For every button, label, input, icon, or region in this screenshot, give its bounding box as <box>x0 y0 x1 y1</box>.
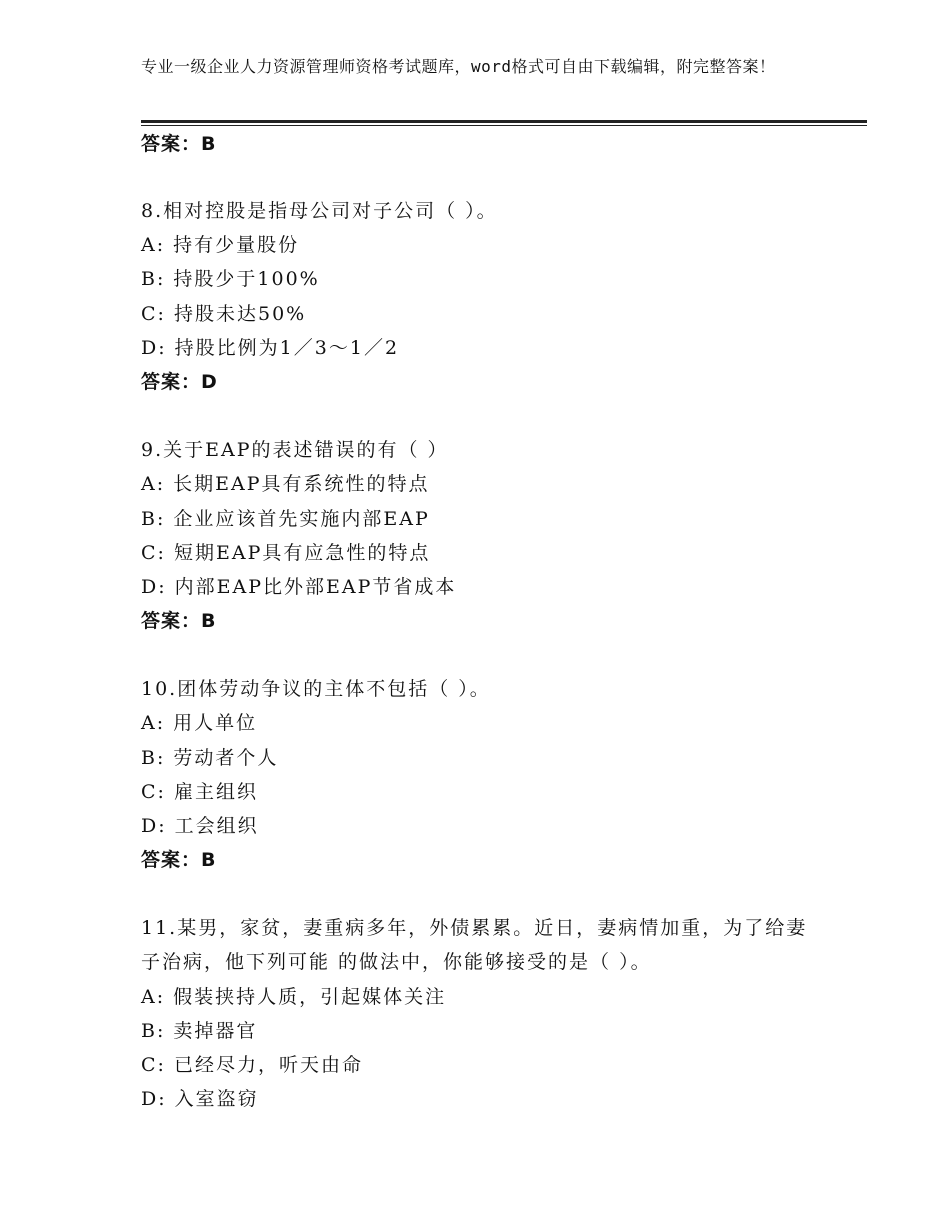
question-11-stem: 11.某男，家贫，妻重病多年，外债累累。近日，妻病情加重，为了给妻子治病，他下列可能 的做法中，你能够接受的是（ ）。 <box>141 917 808 973</box>
answer-q8: 答案：D <box>141 371 218 393</box>
question-10-option-d: D: 工会组织 <box>141 815 259 837</box>
question-8-stem: 8.相对控股是指母公司对子公司（ ）。 <box>141 200 498 222</box>
question-9-option-c: C: 短期EAP具有应急性的特点 <box>141 542 431 564</box>
question-10-option-a: A: 用人单位 <box>141 712 258 734</box>
question-8-option-b: B: 持股少于100% <box>141 268 320 290</box>
question-8-option-d: D: 持股比例为1／3～1／2 <box>141 337 400 359</box>
answer-q9: 答案：B <box>141 610 217 632</box>
header-rule-thin <box>141 125 867 126</box>
question-9-option-a: A: 长期EAP具有系统性的特点 <box>141 473 430 495</box>
question-11-option-c: C: 已经尽力，听天由命 <box>141 1054 363 1076</box>
question-9-option-d: D: 内部EAP比外部EAP节省成本 <box>141 576 457 598</box>
question-11-option-b: B: 卖掉器官 <box>141 1020 258 1042</box>
question-10-stem: 10.团体劳动争议的主体不包括（ ）。 <box>141 678 491 700</box>
question-11-option-d: D: 入室盗窃 <box>141 1088 259 1110</box>
question-10-option-b: B: 劳动者个人 <box>141 747 279 769</box>
question-9-stem: 9.关于EAP的表述错误的有（ ） <box>141 439 449 461</box>
answer-q7: 答案：B <box>141 133 217 155</box>
header-rule-thick <box>141 120 867 123</box>
question-9-option-b: B: 企业应该首先实施内部EAP <box>141 508 430 530</box>
question-8-option-c: C: 持股未达50% <box>141 303 307 325</box>
document-header: 专业一级企业人力资源管理师资格考试题库，word格式可自由下载编辑，附完整答案！ <box>141 57 776 76</box>
answer-q10: 答案：B <box>141 849 217 871</box>
question-11-option-a: A: 假装挟持人质，引起媒体关注 <box>141 986 447 1008</box>
question-8-option-a: A: 持有少量股份 <box>141 234 300 256</box>
question-10-option-c: C: 雇主组织 <box>141 781 258 803</box>
